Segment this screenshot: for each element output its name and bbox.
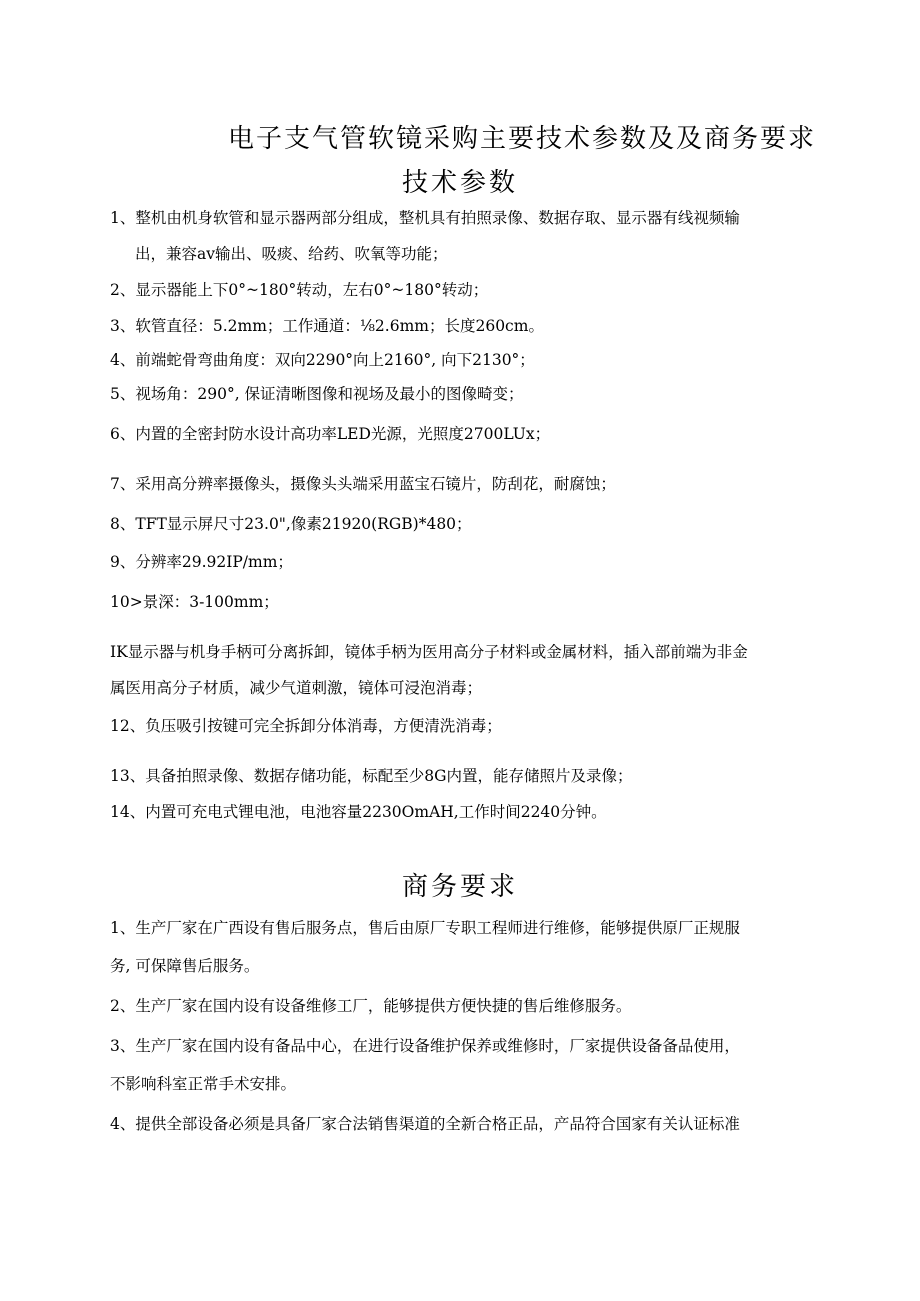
tech-line: 2、显示器能上下0°~180°转动，左右0°~180°转动； <box>110 281 489 299</box>
tech-line: 13、具备拍照录像、数据存储功能，标配至少8G内置，能存储照片及录像； <box>110 767 633 785</box>
tech-line: 3、软管直径：5.2mm；工作通道：⅛2.6mm；长度260cm。 <box>110 317 544 335</box>
tech-line: 5、视场角：290°, 保证清晰图像和视场及最小的图像畸变； <box>110 385 524 403</box>
business-heading: 商务要求 <box>401 872 518 902</box>
tech-line: 14、内置可充电式锂电池，电池容量2230OmAH,工作时间2240分钟。 <box>110 803 607 821</box>
tech-line: 出，兼容av输出、吸痰、给药、吹氧等功能； <box>135 245 448 263</box>
business-line: 3、生产厂家在国内设有备品中心，在进行设备维护保养或维修时，厂家提供设备备品使用， <box>110 1037 740 1055</box>
business-line: 4、提供全部设备必须是具备厂家合法销售渠道的全新合格正品，产品符合国家有关认证标准 <box>110 1115 740 1133</box>
tech-line: 9、分辨率29.92IP/mm； <box>110 553 293 571</box>
business-line: 2、生产厂家在国内设有设备维修工厂，能够提供方便快捷的售后维修服务。 <box>110 997 632 1015</box>
business-line: 务, 可保障售后服务。 <box>110 957 260 975</box>
tech-line: 8、TFT显示屏尺寸23.0",像素21920(RGB)*480； <box>110 515 472 533</box>
business-line: 1、生产厂家在广西设有售后服务点，售后由原厂专职工程师进行维修，能够提供原厂正规服 <box>110 919 740 937</box>
tech-line: 10>景深：3-100mm； <box>110 593 279 611</box>
document-title: 电子支气管软镜采购主要技术参数及及商务要求 <box>228 124 817 154</box>
tech-line: 7、采用高分辨率摄像头，摄像头头端采用蓝宝石镜片，防刮花，耐腐蚀； <box>110 475 616 493</box>
tech-heading: 技术参数 <box>401 168 518 198</box>
tech-line: 12、负压吸引按键可完全拆卸分体消毒，方便清洗消毒； <box>110 717 502 735</box>
tech-line: IK显示器与机身手柄可分离拆卸，镜体手柄为医用高分子材料或金属材料，插入部前端为非金 <box>110 643 748 661</box>
business-line: 不影响科室正常手术安排。 <box>110 1075 297 1093</box>
tech-line: 4、前端蛇骨弯曲角度：双向2290°向上2160°, 向下2130°； <box>110 351 535 369</box>
tech-line: 6、内置的全密封防水设计高功率LED光源，光照度2700LUx； <box>110 425 551 443</box>
tech-line: 属医用高分子材质，减少气道刺激，镜体可浸泡消毒； <box>110 679 483 697</box>
tech-line: 1、整机由机身软管和显示器两部分组成，整机具有拍照录像、数据存取、显示器有线视频输 <box>110 209 740 227</box>
